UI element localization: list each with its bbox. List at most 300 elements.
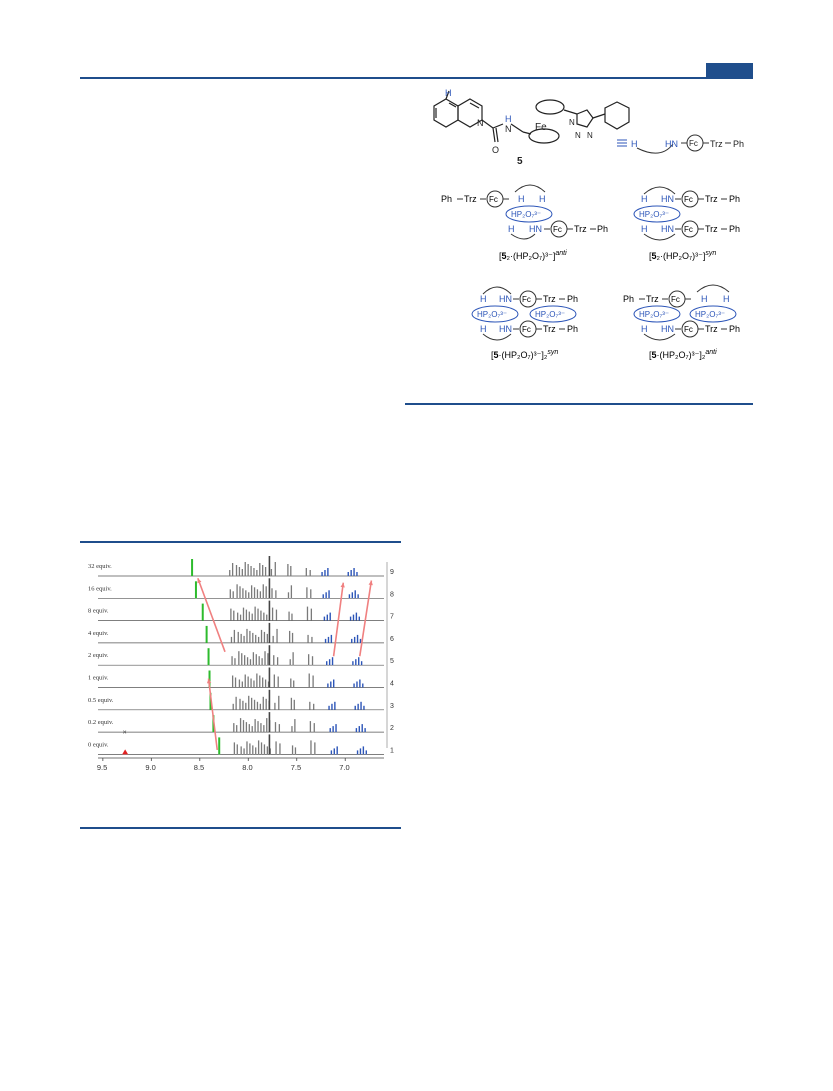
complex-anti-dimer: [441, 185, 608, 239]
shifting-blue-peak: [356, 728, 357, 732]
shifting-green-peak: [206, 626, 208, 643]
aromatic-peak: [231, 637, 232, 643]
shifting-blue-peak: [321, 572, 322, 576]
svg-text:H: H: [641, 324, 648, 334]
aromatic-peak: [252, 614, 253, 621]
shifting-blue-peak: [329, 659, 330, 665]
aromatic-peak: [263, 697, 264, 710]
aromatic-peak: [260, 611, 261, 621]
aromatic-peak: [287, 564, 288, 576]
ppm-tick-label: 7.5: [290, 763, 302, 772]
trace-number: 1: [390, 747, 394, 755]
header-accent-block: [706, 63, 753, 77]
svg-text:Ph: Ph: [597, 224, 609, 234]
svg-text:Trz: Trz: [705, 324, 718, 334]
complex-label-4: [5·(HP₂O₇)³⁻]₂$^{anti}$: [649, 349, 717, 360]
aromatic-peak: [261, 742, 262, 754]
aromatic-peak: [307, 635, 308, 643]
aromatic-peak: [236, 725, 237, 732]
shifting-blue-peak: [355, 706, 356, 710]
aromatic-peak: [266, 699, 267, 710]
aromatic-peak: [257, 589, 258, 598]
svg-text:HN: HN: [529, 224, 542, 234]
aromatic-peak: [247, 564, 248, 576]
shifting-blue-peak: [334, 748, 335, 754]
svg-text:H: H: [641, 224, 648, 234]
aromatic-peak: [253, 652, 254, 665]
aromatic-peak: [254, 700, 255, 710]
aromatic-peak: [239, 699, 240, 710]
solvent-peak: [269, 668, 271, 688]
figure-top-rule: [80, 541, 401, 543]
aromatic-peak: [250, 679, 251, 688]
aromatic-peak: [250, 659, 251, 665]
aromatic-peak: [238, 651, 239, 665]
quinoline-structure: [434, 91, 629, 143]
aromatic-peak: [310, 721, 311, 732]
equiv-label: 16 equiv.: [88, 585, 112, 593]
aromatic-peak: [243, 608, 244, 621]
aromatic-peak: [267, 653, 268, 665]
trace-number: 3: [390, 702, 394, 710]
trace-number: 5: [390, 658, 394, 666]
svg-text:H: H: [641, 194, 648, 204]
aromatic-peak: [234, 742, 235, 754]
svg-text:H: H: [723, 294, 730, 304]
aromatic-peak: [229, 570, 230, 576]
aromatic-peak: [255, 635, 256, 643]
aromatic-peak: [247, 677, 248, 688]
shifting-blue-peak: [330, 682, 331, 688]
aromatic-peak: [309, 674, 310, 688]
svg-text:HN: HN: [499, 324, 512, 334]
amide-h-label: H: [505, 114, 512, 124]
aromatic-peak: [307, 607, 308, 621]
aromatic-peak: [257, 609, 258, 621]
shifting-green-peak: [191, 559, 193, 576]
aromatic-peak: [230, 589, 231, 598]
shifting-blue-peak: [353, 684, 354, 688]
nmr-titration-figure: [80, 548, 401, 780]
svg-text:Fc: Fc: [522, 295, 531, 304]
aromatic-peak: [259, 676, 260, 688]
svg-text:HN: HN: [661, 224, 674, 234]
schematic-fc: Fc: [689, 139, 698, 148]
aromatic-peak: [239, 680, 240, 688]
solvent-peak: [269, 578, 271, 598]
nh-peak-marker: [122, 749, 128, 754]
scheme-bottom-rule: [405, 403, 753, 405]
shifting-blue-peak: [328, 637, 329, 643]
aromatic-peak: [310, 589, 311, 598]
shifting-blue-peak: [323, 594, 324, 598]
aromatic-peak: [245, 562, 246, 576]
equiv-label: 8 equiv.: [88, 607, 109, 615]
aromatic-peak: [263, 613, 264, 621]
aromatic-peak: [258, 637, 259, 643]
aromatic-peak: [252, 745, 253, 754]
aromatic-peak: [243, 720, 244, 732]
equiv-label: 1 equiv.: [88, 674, 109, 682]
shifting-blue-peak: [327, 615, 328, 621]
schematic-trz: Trz: [710, 139, 723, 149]
shifting-blue-peak: [330, 613, 331, 621]
shifting-blue-peak: [327, 684, 328, 688]
shifting-blue-peak: [366, 750, 367, 754]
compound-number: 5: [517, 156, 523, 167]
aromatic-peak: [234, 658, 235, 665]
shifting-blue-peak: [328, 706, 329, 710]
aromatic-peak: [294, 719, 295, 732]
shifting-blue-peak: [355, 590, 356, 598]
svg-text:Fc: Fc: [671, 295, 680, 304]
aromatic-peak: [246, 722, 247, 732]
aromatic-peak: [256, 654, 257, 665]
aromatic-peak: [277, 657, 278, 665]
aromatic-peak: [259, 656, 260, 665]
trace-number: 7: [390, 613, 394, 621]
shifting-blue-peak: [324, 617, 325, 621]
aromatic-peak: [279, 743, 280, 754]
aromatic-peak: [275, 562, 276, 576]
aromatic-peak: [256, 570, 257, 576]
aromatic-peak: [245, 675, 246, 688]
aromatic-peak: [232, 563, 233, 576]
shifting-blue-peak: [361, 661, 362, 665]
shifting-blue-peak: [353, 568, 354, 576]
aromatic-peak: [278, 677, 279, 688]
shifting-blue-peak: [355, 659, 356, 665]
aromatic-peak: [310, 570, 311, 576]
svg-text:H: H: [480, 324, 487, 334]
aromatic-peak: [262, 678, 263, 688]
solvent-peak: [269, 690, 271, 710]
aromatic-peak: [260, 704, 261, 710]
aromatic-peak: [265, 680, 266, 688]
ppm-tick-label: 7.0: [339, 763, 350, 772]
aromatic-peak: [264, 744, 265, 754]
shifting-blue-peak: [356, 572, 357, 576]
aromatic-peak: [261, 630, 262, 643]
aromatic-peak: [292, 745, 293, 754]
aromatic-peak: [237, 744, 238, 754]
aromatic-peak: [312, 656, 313, 665]
triazole-n-label-1: N: [569, 118, 575, 127]
shifting-blue-peak: [354, 637, 355, 643]
amide-n-label: N: [505, 124, 512, 134]
aromatic-peak: [249, 724, 250, 732]
aromatic-peak: [275, 741, 276, 754]
aromatic-peak: [314, 723, 315, 732]
ppm-tick-label: 9.5: [96, 763, 108, 772]
svg-text:HP₂O₇³⁻: HP₂O₇³⁻: [535, 310, 566, 319]
equiv-label: 2 equiv.: [88, 652, 109, 660]
aromatic-peak: [257, 721, 258, 732]
aromatic-peak: [290, 679, 291, 688]
svg-text:Trz: Trz: [705, 194, 718, 204]
aromatic-peak: [242, 569, 243, 576]
shifting-blue-peak: [332, 657, 333, 665]
svg-text:Fc: Fc: [684, 225, 693, 234]
aromatic-peak: [243, 748, 244, 754]
shifting-blue-peak: [359, 617, 360, 621]
aromatic-peak: [236, 584, 237, 598]
aromatic-peak: [242, 588, 243, 598]
complex-2-2-anti: [623, 285, 740, 340]
shifting-blue-peak: [360, 702, 361, 710]
aromatic-peak: [306, 568, 307, 576]
trace-number: 4: [390, 680, 394, 688]
shifting-blue-peak: [364, 728, 365, 732]
aromatic-peak: [264, 651, 265, 665]
aromatic-peak: [244, 655, 245, 665]
svg-text:Trz: Trz: [646, 294, 659, 304]
aromatic-peak: [260, 591, 261, 598]
aromatic-peak: [266, 586, 267, 598]
shifting-blue-peak: [360, 639, 361, 643]
shifting-green-peak: [208, 648, 210, 665]
equiv-label: 0 equiv.: [88, 741, 109, 749]
shifting-blue-peak: [336, 746, 337, 754]
aromatic-peak: [263, 584, 264, 598]
shifting-blue-peak: [352, 661, 353, 665]
ppm-tick-label: 9.0: [145, 763, 156, 772]
carbonyl-o-label: O: [492, 145, 500, 155]
aromatic-peak: [248, 592, 249, 598]
shifting-blue-peak: [334, 702, 335, 710]
aromatic-peak: [234, 630, 235, 643]
svg-text:HP₂O₇³⁻: HP₂O₇³⁻: [511, 210, 542, 219]
svg-text:HP₂O₇³⁻: HP₂O₇³⁻: [639, 310, 670, 319]
shifting-blue-peak: [362, 684, 363, 688]
aromatic-peak: [273, 655, 274, 665]
shifting-blue-peak: [335, 724, 336, 732]
aromatic-peak: [258, 740, 259, 754]
shifting-blue-peak: [327, 568, 328, 576]
aromatic-peak: [241, 653, 242, 665]
svg-text:Trz: Trz: [574, 224, 587, 234]
aromatic-peak: [235, 697, 236, 710]
aromatic-peak: [262, 565, 263, 576]
shifting-blue-peak: [333, 680, 334, 688]
aromatic-peak: [247, 657, 248, 665]
aromatic-peak: [253, 568, 254, 576]
aromatic-peak: [261, 658, 262, 665]
svg-text:HN: HN: [661, 194, 674, 204]
triazole-n-label-3: N: [587, 131, 593, 140]
ppm-tick-label: 8.0: [242, 763, 253, 772]
aromatic-peak: [273, 636, 274, 643]
shifting-blue-peak: [325, 592, 326, 598]
shifting-blue-peak: [331, 704, 332, 710]
aromatic-peak: [255, 747, 256, 754]
figure-bottom-rule: [80, 827, 401, 829]
shifting-blue-peak: [331, 635, 332, 643]
blue-shift-arrow-2: [360, 580, 372, 656]
shifting-blue-peak: [353, 615, 354, 621]
shifting-blue-peak: [348, 572, 349, 576]
aromatic-peak: [260, 723, 261, 732]
aromatic-peak: [251, 585, 252, 598]
svg-text:Trz: Trz: [543, 324, 556, 334]
svg-text:HP₂O₇³⁻: HP₂O₇³⁻: [695, 310, 726, 319]
aromatic-peak: [294, 700, 295, 710]
aromatic-peak: [242, 682, 243, 688]
shifting-blue-peak: [357, 750, 358, 754]
broadened-peak-marker: ×: [122, 729, 127, 737]
aromatic-peak: [246, 629, 247, 643]
shifting-blue-peak: [359, 680, 360, 688]
aromatic-peak: [275, 722, 276, 732]
blue-shift-arrow-1: [334, 583, 344, 657]
solvent-peak: [269, 623, 271, 643]
svg-text:Trz: Trz: [543, 294, 556, 304]
aromatic-peak: [314, 742, 315, 754]
aromatic-peak: [276, 610, 277, 621]
aromatic-peak: [289, 631, 290, 643]
shifting-blue-peak: [362, 724, 363, 732]
aromatic-peak: [293, 681, 294, 688]
shifting-blue-peak: [324, 570, 325, 576]
aromatic-peak: [290, 566, 291, 576]
shifting-blue-peak: [363, 706, 364, 710]
aromatic-peak: [288, 592, 289, 598]
shifting-green-peak: [195, 581, 197, 598]
shifting-blue-peak: [326, 661, 327, 665]
trace-number: 2: [390, 725, 394, 733]
aromatic-peak: [267, 634, 268, 643]
svg-text:Trz: Trz: [705, 224, 718, 234]
aromatic-peak: [249, 612, 250, 621]
aromatic-peak: [254, 719, 255, 732]
aromatic-peak: [236, 565, 237, 576]
header-rule: [80, 77, 753, 79]
shifting-green-peak: [218, 737, 220, 754]
shifting-blue-peak: [357, 635, 358, 643]
aromatic-peak: [233, 611, 234, 621]
svg-text:H: H: [518, 194, 525, 204]
aromatic-peak: [230, 609, 231, 621]
aromatic-peak: [265, 567, 266, 576]
aromatic-peak: [256, 674, 257, 688]
aromatic-peak: [310, 740, 311, 754]
svg-text:Trz: Trz: [464, 194, 477, 204]
shifting-blue-peak: [358, 657, 359, 665]
svg-text:Fc: Fc: [553, 225, 562, 234]
svg-text:Ph: Ph: [441, 194, 453, 204]
svg-text:Fc: Fc: [489, 195, 498, 204]
aromatic-peak: [239, 586, 240, 598]
aromatic-peak: [238, 632, 239, 643]
aromatic-peak: [295, 747, 296, 754]
equiv-label: 0.2 equiv.: [88, 719, 114, 727]
shifting-blue-peak: [360, 748, 361, 754]
svg-text:Ph: Ph: [567, 294, 579, 304]
solvent-peak: [269, 734, 271, 754]
schematic-hn: HN: [665, 139, 678, 149]
complex-label-2: $[5_2\cdot(HP_2O_7)^{3-}]^{syn}$: [649, 250, 717, 261]
trace-number: 9: [390, 569, 394, 576]
aromatic-peak: [312, 676, 313, 688]
aromatic-peak: [246, 610, 247, 621]
aromatic-peak: [246, 741, 247, 754]
aromatic-peak: [271, 588, 272, 598]
aromatic-peak: [232, 676, 233, 688]
aromatic-peak: [279, 724, 280, 732]
svg-text:Fc: Fc: [684, 195, 693, 204]
schematic-h: H: [631, 139, 638, 149]
aromatic-peak: [257, 702, 258, 710]
aromatic-peak: [241, 746, 242, 754]
svg-text:Fc: Fc: [522, 325, 531, 334]
svg-text:HP₂O₇³⁻: HP₂O₇³⁻: [639, 210, 670, 219]
aromatic-peak: [309, 702, 310, 710]
svg-text:H: H: [701, 294, 708, 304]
equiv-label: 0.5 equiv.: [88, 696, 114, 704]
svg-text:Ph: Ph: [729, 224, 741, 234]
shifting-blue-peak: [331, 750, 332, 754]
aromatic-peak: [291, 614, 292, 621]
downfield-arrow-low: [209, 679, 218, 750]
shifting-blue-peak: [357, 704, 358, 710]
svg-text:H: H: [508, 224, 515, 234]
aromatic-peak: [271, 569, 272, 576]
aromatic-peak: [313, 704, 314, 710]
aromatic-peak: [249, 743, 250, 754]
triazole-n-label-2: N: [575, 131, 581, 140]
shifting-blue-peak: [356, 682, 357, 688]
aromatic-peak: [233, 723, 234, 732]
aromatic-peak: [291, 726, 292, 732]
aromatic-peak: [308, 654, 309, 665]
aromatic-peak: [259, 563, 260, 576]
shifting-blue-peak: [363, 746, 364, 754]
complex-label-1: $[5_2\cdot(HP_2O_7)^{3-}]^{anti}$: [499, 250, 567, 261]
solvent-peak: [269, 556, 271, 576]
aromatic-peak: [264, 632, 265, 643]
binding-scheme: [405, 82, 753, 382]
aromatic-peak: [311, 609, 312, 621]
aromatic-peak: [254, 587, 255, 598]
aromatic-peak: [231, 656, 232, 665]
shifting-green-peak: [202, 604, 204, 621]
aromatic-peak: [240, 718, 241, 732]
svg-text:Ph: Ph: [729, 194, 741, 204]
quinoline-h-label: H: [445, 88, 452, 98]
aromatic-peak: [306, 587, 307, 598]
aromatic-peak: [291, 698, 292, 710]
aromatic-peak: [272, 608, 273, 621]
aromatic-peak: [245, 703, 246, 710]
solvent-peak: [269, 601, 271, 621]
svg-text:H: H: [539, 194, 546, 204]
aromatic-peak: [292, 652, 293, 665]
aromatic-peak: [248, 696, 249, 710]
complex-2-2-syn: [472, 287, 578, 340]
shifting-blue-peak: [356, 613, 357, 621]
aromatic-peak: [235, 678, 236, 688]
aromatic-peak: [263, 725, 264, 732]
aromatic-peak: [245, 590, 246, 598]
svg-text:Ph: Ph: [729, 324, 741, 334]
aromatic-peak: [254, 607, 255, 621]
svg-text:HP₂O₇³⁻: HP₂O₇³⁻: [477, 310, 508, 319]
svg-text:H: H: [480, 294, 487, 304]
aromatic-peak: [266, 615, 267, 621]
shifting-blue-peak: [357, 594, 358, 598]
trace-number: 6: [390, 635, 394, 643]
aromatic-peak: [266, 718, 267, 732]
